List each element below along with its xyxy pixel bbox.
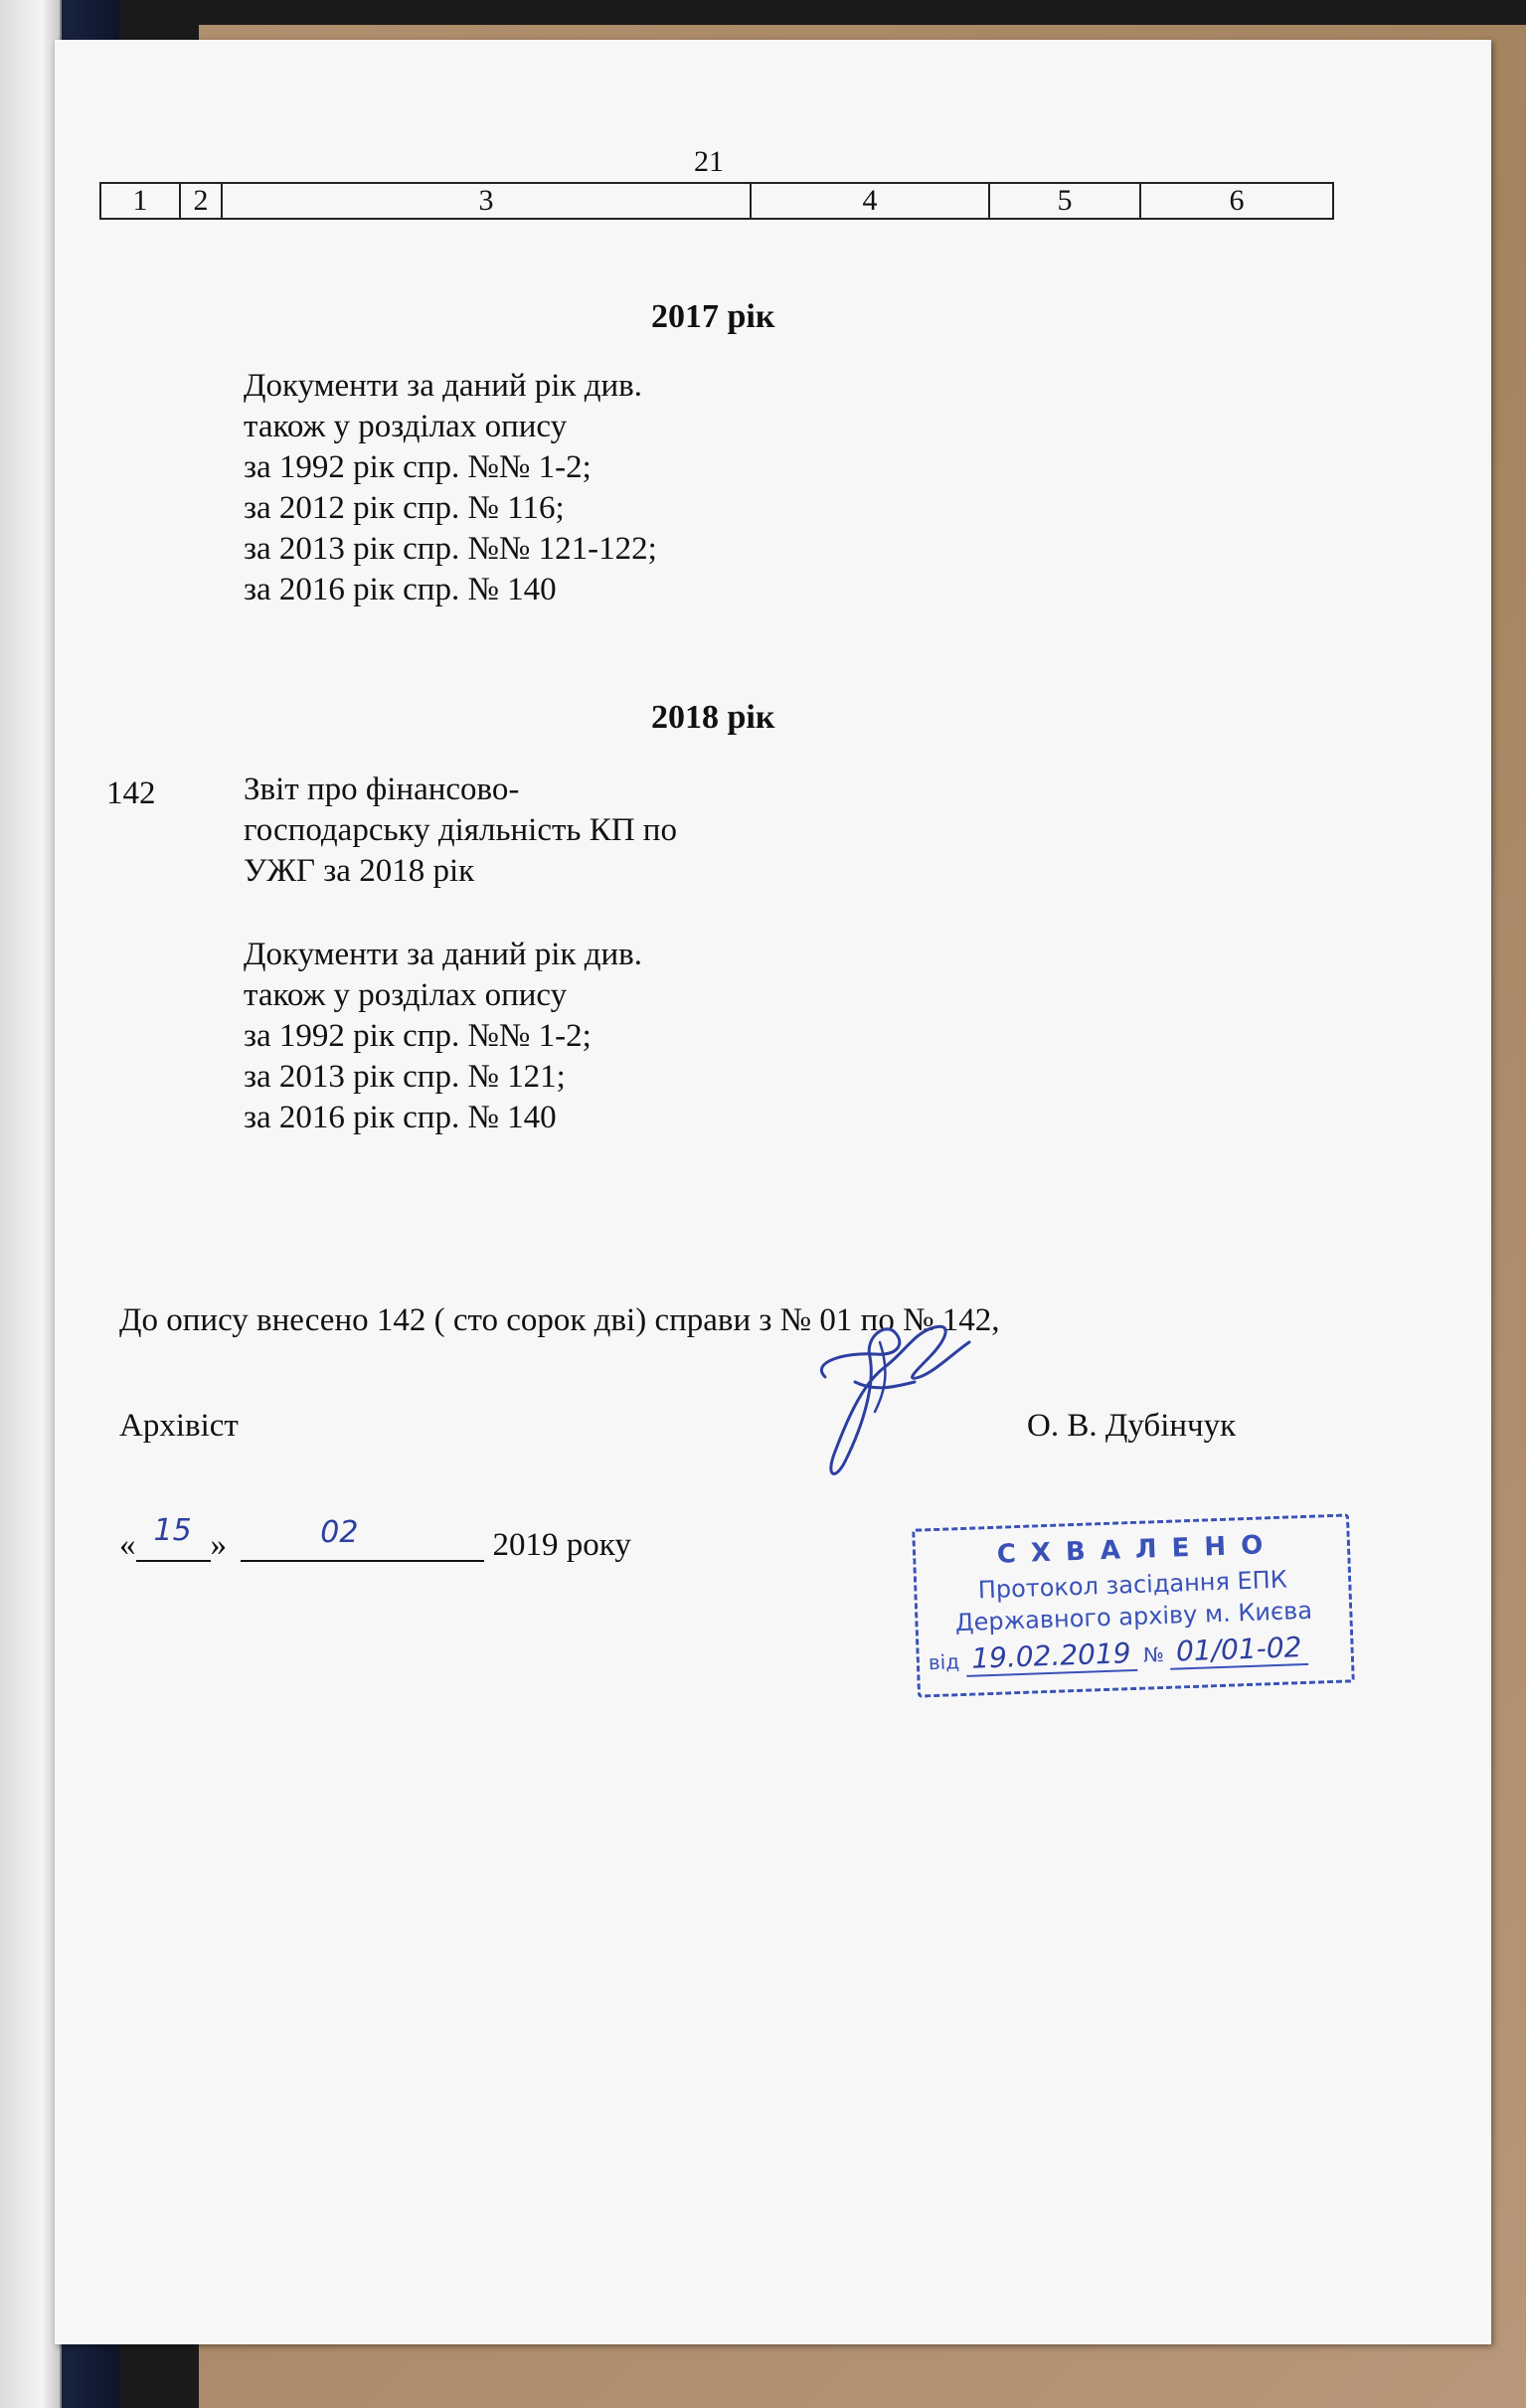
stamp-date-handwritten: 19.02.2019 [965, 1636, 1137, 1677]
summary-line: До опису внесено 142 ( сто сорок дві) справи з № 01 по № 142, [119, 1302, 1000, 1338]
document-page [55, 40, 1491, 2344]
cross-reference-line: за 2016 рік спр. № 140 [244, 572, 557, 607]
cross-reference-line: за 1992 рік спр. №№ 1-2; [244, 1018, 592, 1054]
cross-reference-line: за 1992 рік спр. №№ 1-2; [244, 449, 592, 485]
column-header-table [99, 182, 1334, 220]
date-year-text: 2019 року [492, 1527, 631, 1563]
cross-reference-line: також у розділах опису [244, 977, 568, 1013]
column-header-row [100, 183, 1333, 219]
stamp-number-handwritten: 01/01-02 [1169, 1631, 1308, 1670]
date-open-quote: « [119, 1527, 136, 1563]
entry-title [244, 770, 677, 892]
column-number: 3 [222, 183, 751, 219]
date-month-handwritten: 02 [320, 1515, 359, 1550]
cross-reference-line: за 2013 рік спр. № 121; [244, 1059, 566, 1095]
date-line [119, 1513, 631, 1563]
column-number: 2 [180, 183, 222, 219]
column-number: 6 [1140, 183, 1333, 219]
signer-role: Архівіст [119, 1408, 239, 1444]
stamp-line2: Державного архіву м. Києва [954, 1596, 1313, 1637]
cross-reference-line: за 2013 рік спр. №№ 121-122; [244, 531, 657, 567]
cross-reference-line: за 2016 рік спр. № 140 [244, 1100, 557, 1135]
date-month-field [241, 1515, 484, 1562]
date-day-handwritten: 15 [153, 1513, 192, 1548]
entry-number: 142 [106, 775, 156, 811]
cross-reference-2018 [244, 935, 642, 1138]
column-number: 1 [100, 183, 180, 219]
year-heading-2017: 2017 рік [651, 298, 775, 335]
date-close-quote: » [210, 1527, 227, 1563]
stamp-line1: Протокол засідання ЕПК [977, 1565, 1288, 1605]
column-number: 5 [989, 183, 1140, 219]
cross-reference-line: також у розділах опису [244, 409, 568, 444]
entry-title-line: Звіт про фінансово- [244, 772, 520, 807]
cross-reference-line: Документи за даний рік див. [244, 937, 642, 972]
stamp-date-prefix: від [928, 1649, 960, 1675]
approval-stamp [912, 1513, 1355, 1697]
stamp-title: С Х В А Л Е Н О [996, 1530, 1267, 1570]
entry-title-line: господарську діяльність КП по [244, 812, 677, 848]
handwritten-signature [805, 1283, 974, 1481]
cross-reference-line: за 2012 рік спр. № 116; [244, 490, 565, 526]
column-number: 4 [751, 183, 989, 219]
entry-title-line: УЖГ за 2018 рік [244, 853, 475, 889]
stamp-number-prefix: № [1142, 1641, 1165, 1667]
cross-reference-line: Документи за даний рік див. [244, 368, 642, 404]
cross-reference-2017 [244, 366, 657, 610]
signer-name: О. В. Дубінчук [1027, 1408, 1237, 1444]
date-day-field [136, 1513, 211, 1562]
previous-page-edge [0, 0, 62, 2408]
year-heading-2018: 2018 рік [651, 699, 775, 736]
page-number: 21 [694, 145, 724, 178]
